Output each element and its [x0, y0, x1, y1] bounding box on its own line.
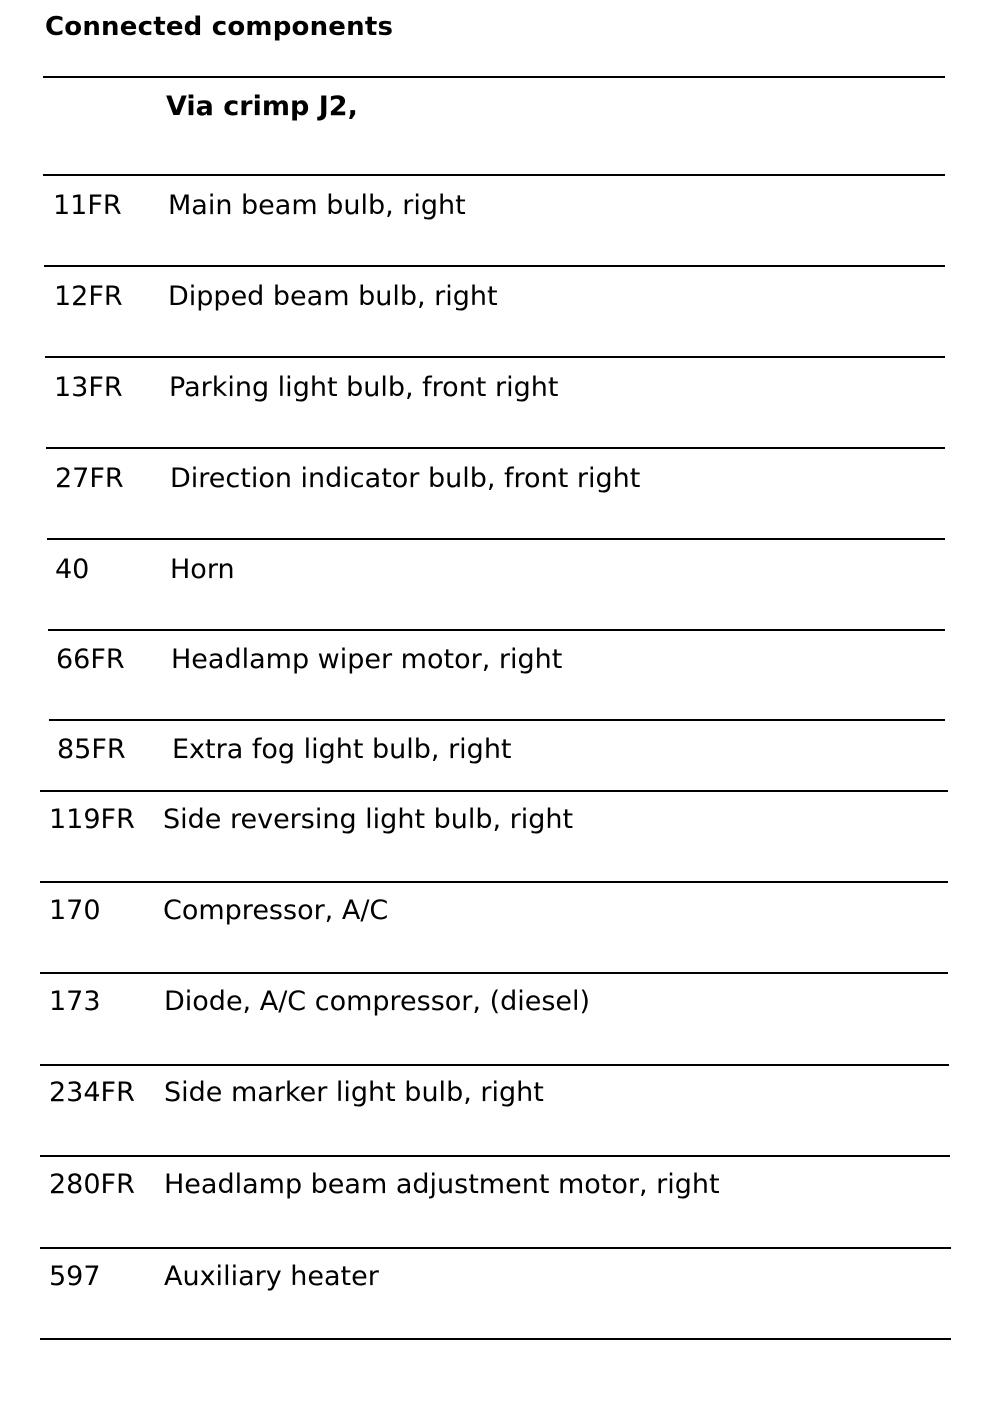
component-description: Horn — [170, 554, 235, 585]
page-title: Connected components — [45, 12, 394, 42]
component-description: Headlamp wiper motor, right — [171, 644, 563, 675]
component-description: Auxiliary heater — [164, 1261, 379, 1292]
component-description: Headlamp beam adjustment motor, right — [164, 1169, 720, 1200]
component-description: Compressor, A/C — [163, 895, 389, 926]
component-code: 40 — [55, 554, 90, 585]
divider — [40, 1155, 950, 1157]
component-description: Extra fog light bulb, right — [172, 734, 512, 765]
divider — [40, 881, 948, 883]
component-description: Diode, A/C compressor, (diesel) — [164, 986, 591, 1017]
divider — [40, 1247, 951, 1249]
table-header: Via crimp J2, — [166, 91, 358, 122]
divider — [47, 538, 945, 540]
component-description: Direction indicator bulb, front right — [170, 463, 641, 494]
divider — [45, 356, 945, 358]
component-description: Parking light bulb, front right — [169, 372, 559, 403]
component-code: 66FR — [56, 644, 125, 675]
component-code: 119FR — [49, 804, 135, 835]
component-code: 280FR — [49, 1169, 135, 1200]
component-code: 597 — [49, 1261, 101, 1292]
component-code: 85FR — [57, 734, 126, 765]
component-code: 234FR — [49, 1077, 135, 1108]
divider — [49, 719, 945, 721]
divider — [40, 790, 948, 792]
component-code: 173 — [49, 986, 101, 1017]
component-description: Dipped beam bulb, right — [168, 281, 498, 312]
divider — [44, 265, 945, 267]
divider — [48, 629, 945, 631]
divider — [40, 1338, 951, 1340]
component-code: 11FR — [53, 190, 122, 221]
component-description: Side marker light bulb, right — [164, 1077, 544, 1108]
component-code: 13FR — [54, 372, 123, 403]
component-code: 170 — [49, 895, 101, 926]
divider — [46, 447, 945, 449]
component-description: Main beam bulb, right — [168, 190, 466, 221]
component-code: 27FR — [55, 463, 124, 494]
divider — [40, 1064, 949, 1066]
component-code: 12FR — [54, 281, 123, 312]
divider — [43, 174, 945, 176]
component-description: Side reversing light bulb, right — [163, 804, 574, 835]
divider — [43, 76, 945, 78]
divider — [40, 972, 948, 974]
